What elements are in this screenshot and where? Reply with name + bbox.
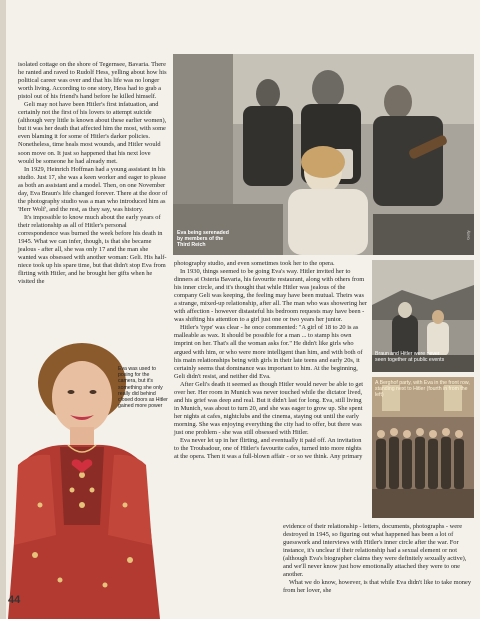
left-column (18, 61, 168, 286)
left-paragraph: It's impossible to know much about the early years of their relationship as all of Hitler's personal correspondence was burned the week before his death in 1945. What we can infer, though, is that she became jealous - after all, she was only 17 and the man she wanted was obsessed with another woman: Geli. His half-niece took up his spare time, but that didn't stop Eva from flirting with Hitler, and he brought her gifts when he visited the (18, 213, 167, 286)
caption-serenade: Eva being serenaded by members of the Third Reich (177, 230, 229, 249)
page-number: 44 (8, 594, 21, 606)
caption-outdoors: Braun and Hitler were never seen together at public events (375, 351, 445, 364)
photo-credit: Getty (465, 230, 471, 240)
bottom-paragraph: evidence of their relationship - letters, documents, photographs - were destroyed in 1945, so figuring out what happened has been a lot of guesswork and interviews with Hitler's inner circle after the war. For instance, it's unclear if their relationship had a sexual element or not (although Eva's biographer claims they were definitely sexually active), and we'll never know just how emotionally attached they were to one another. (283, 523, 467, 579)
middle-paragraph: Hitler's 'type' was clear - he once commented: "A girl of 18 to 20 is as malleable as wax. It should be possible for a man ... to stamp his own imprint on her. That's all the woman asks for." He didn't like girls who argued with him, or who were more intelligent than him, and with both of his main relationships being with girls in their late teens and early 20s, it certainly seems that dominance was important to him. At the beginning, Geli didn't resist, and neither did Eva. (174, 324, 363, 380)
serenade-photo-image (173, 54, 474, 255)
middle-paragraph: Eva never let up in her flirting, and eventually it paid off. An invitation to the Troubadour, one of Hitler's favourite cafes, turned into more nights at the opera. Then it was a full-blown affair - or so we think. Any primary (174, 437, 363, 461)
middle-paragraph: photography studio, and even sometimes took her to the opera. (174, 260, 335, 267)
middle-paragraph: After Geli's death it seemed as though Hitler would never be able to get over her. Her room in Munich was never touched while the dictator lived, and his grief was deep and real. But it didn't last for long. Eva, still living in Munich, was about to turn 20, and she was eager to grow up. She spent her nights at cafes, nightclubs and the cinema, staying out until the early morning. She was enjoying everything the city had to offer, but there was just one problem - she was still obsessed with Hitler. (174, 380, 364, 436)
left-paragraph: Geli may not have been Hitler's first infatuation, and certainly not the first of his lovers to attempt suicide (although very little is known about these earlier women), but it was her death that affected him the most, with some even blaming it for some of Hitler's darker policies. Nonetheless, time heals most wounds, and Hitler would soon move on. It just so happened that his next love would be someone he had already met. (18, 101, 167, 165)
middle-column (174, 260, 367, 461)
serenade-photo (173, 54, 474, 255)
bottom-column (283, 523, 473, 595)
left-paragraph: isolated cottage on the shore of Tegernsee, Bavaria. There he ranted and raved to Rudolf Hess, yelling about how his political career was over and that his life was no longer worth living. According to one story, Hess had to grab a pistol out of his friend's hand before he killed himself. (18, 61, 167, 101)
caption-party: A Berghof party, with Eva in the front row, standing next to Hitler (fourth in from the left) (375, 380, 470, 399)
middle-paragraph: In 1930, things seemed to be going Eva's way. Hitler invited her to dinners at Osteria Bavaria, his favourite restaurant, along with others from his inner circle, and it's thought that while Hitler was jealous of the company Geli was keeping, the feeling may have been mutual. Theirs was a strange, mixed-up relationship, after all. The man who was showering her with affection - however distasteful his bedroom requests may have been - was shifting his attention to a girl just one or two years her junior. (174, 268, 367, 324)
left-paragraph: In 1929, Heinrich Hoffman had a young assistant in his studio. Just 17, she was a keen worker and eager to please as both an assistant and a model. Then, on one November day, Eva Braun's life changed forever. There at the door of the photography studio was a man who introduced him as 'Herr Wolf', and the rest, as they say, was history. (18, 165, 168, 213)
bottom-paragraph: What we do know, however, is that while Eva didn't like to take money from her lover, she (283, 579, 472, 595)
caption-portrait: Eva was used to posing for the camera, but it's something she only really did behind closed doors as Hitler gained more power (118, 366, 168, 410)
